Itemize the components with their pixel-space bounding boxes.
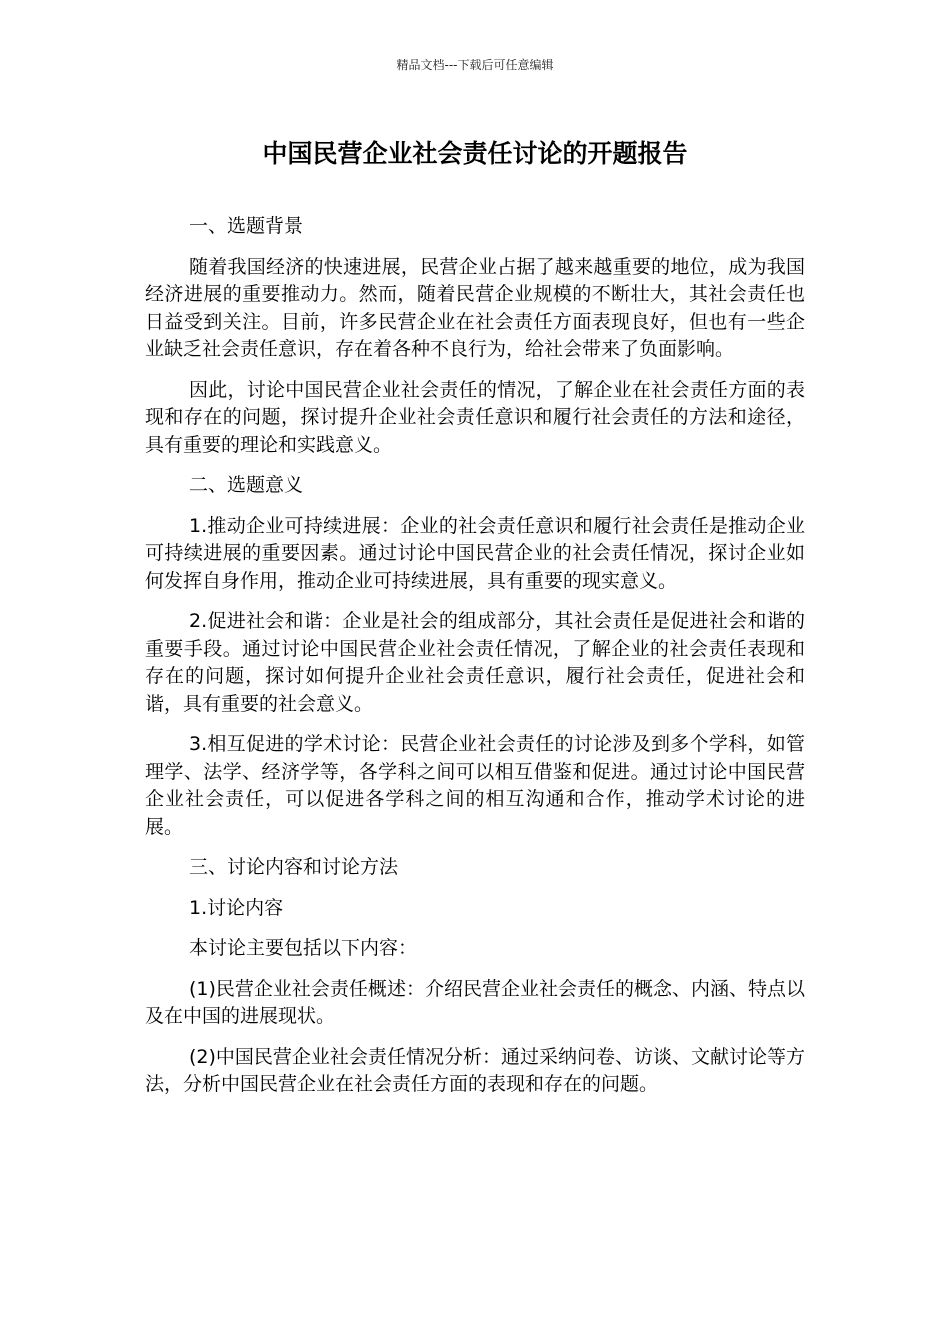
paragraph-significance-2: 2.促进社会和谐：企业是社会的组成部分，其社会责任是促进社会和谐的重要手段。通过讨论中国民营企业社会责任情况，了解企业的社会责任表现和存在的问题，探讨如何提升企业社会责任意识，履行社会责任，促进社会和谐，具有重要的社会意义。: [145, 610, 805, 715]
paragraph-significance-1: 1.推动企业可持续进展：企业的社会责任意识和履行社会责任是推动企业可持续进展的重要因素。通过讨论中国民营企业的社会责任情况，探讨企业如何发挥自身作用，推动企业可持续进展，具有重要的现实意义。: [145, 514, 805, 592]
paragraph-significance-3: 3.相互促进的学术讨论：民营企业社会责任的讨论涉及到多个学科，如管理学、法学、经济学等，各学科之间可以相互借鉴和促进。通过讨论中国民营企业社会责任，可以促进各学科之间的相互沟通和合作，推动学术讨论的进展。: [145, 733, 805, 838]
document-title: 中国民营企业社会责任讨论的开题报告: [262, 139, 688, 168]
paragraph-content-intro: 本讨论主要包括以下内容：: [189, 937, 418, 959]
list-item-content-1: (1)民营企业社会责任概述：介绍民营企业社会责任的概念、内涵、特点以及在中国的进展现状。: [145, 977, 805, 1027]
list-item-content-2: (2)中国民营企业社会责任情况分析：通过采纳问卷、访谈、文献讨论等方法，分析中国民营企业在社会责任方面的表现和存在的问题。: [145, 1045, 805, 1095]
page-header: 精品文档---下载后可任意编辑: [396, 58, 554, 72]
section-heading-background: 一、选题背景: [189, 215, 304, 237]
section-heading-content-methods: 三、讨论内容和讨论方法: [189, 856, 399, 878]
subheading-content: 1.讨论内容: [189, 896, 284, 919]
section-heading-significance: 二、选题意义: [189, 474, 304, 496]
paragraph-purpose: 因此，讨论中国民营企业社会责任的情况，了解企业在社会责任方面的表现和存在的问题，探讨提升企业社会责任意识和履行社会责任的方法和途径，具有重要的理论和实践意义。: [145, 378, 805, 456]
paragraph-background: 随着我国经济的快速进展，民营企业占据了越来越重要的地位，成为我国经济进展的重要推动力。然而，随着民营企业规模的不断壮大，其社会责任也日益受到关注。目前，许多民营企业在社会责任方面表现良好，但也有一些企业缺乏社会责任意识，存在着各种不良行为，给社会带来了负面影响。: [145, 255, 805, 360]
document-body: [145, 213, 805, 1112]
